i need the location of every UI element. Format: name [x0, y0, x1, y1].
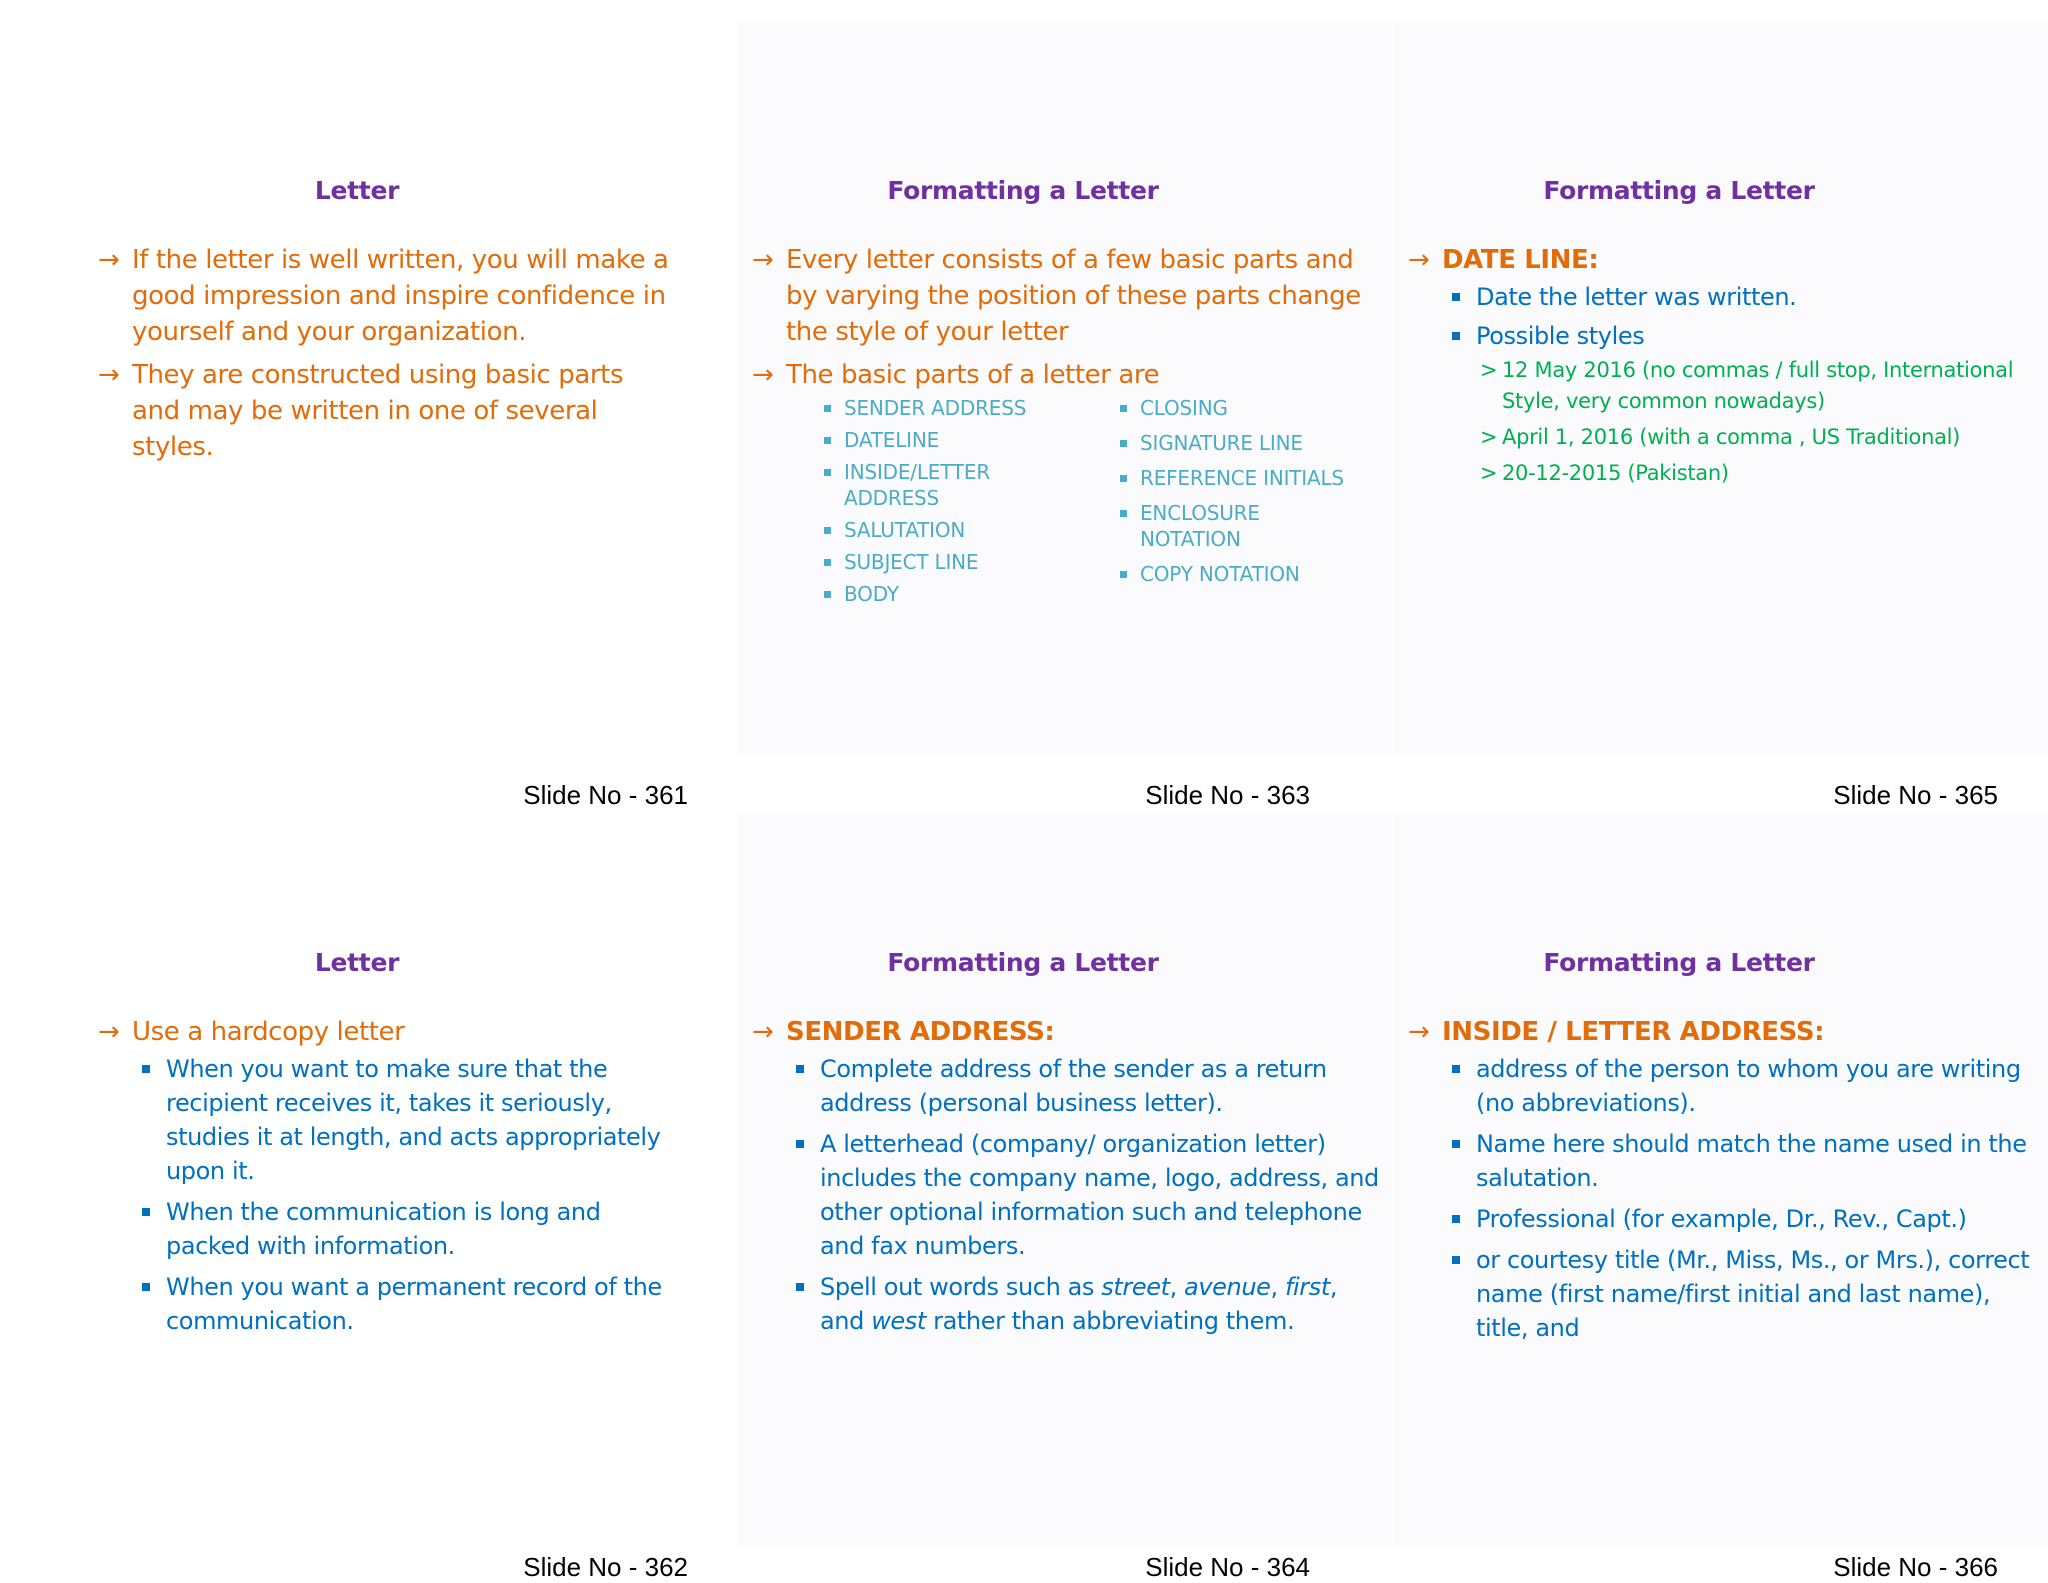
slide-content — [752, 1014, 1382, 1345]
slide-365 — [1394, 20, 2048, 810]
square-bullet-icon — [824, 437, 831, 444]
arrow-item — [1408, 1014, 2048, 1050]
square-bullet-icon — [142, 1208, 150, 1216]
section-heading: DATE LINE: — [1442, 245, 1599, 275]
part-item: SENDER ADDRESS — [752, 395, 1042, 421]
bullet-item: address of the person to whom you are writing (no abbreviations). — [1408, 1052, 2048, 1120]
bullet-item: or courtesy title (Mr., Miss, Ms., or Mrs.), correct name (first name/first initial and last name), title, and — [1408, 1243, 2048, 1345]
slide-content — [98, 242, 678, 472]
bullet-item: A letterhead (company/ organization letter) includes the company name, logo, address, and other optional information such and telephone and fax numbers. — [752, 1127, 1382, 1263]
slide-title: Formatting a Letter — [887, 948, 1159, 977]
square-bullet-icon — [1452, 293, 1460, 301]
part-item: INSIDE/LETTER ADDRESS — [752, 459, 1024, 511]
arrow-item — [98, 357, 678, 465]
slide-366 — [1394, 812, 2048, 1582]
section-heading: SENDER ADDRESS: — [786, 1017, 1055, 1047]
gt-bullet-icon: > — [1480, 425, 1498, 449]
part-item: COPY NOTATION — [1118, 561, 1348, 587]
item-text: They are constructed using basic parts and may be written in one of several styles. — [132, 360, 624, 462]
bullet-item: Complete address of the sender as a return address (personal business letter). — [752, 1052, 1382, 1120]
section-heading: INSIDE / LETTER ADDRESS: — [1442, 1017, 1825, 1047]
slide-number: Slide No - 364 — [1145, 1552, 1310, 1582]
arrow-icon: → — [752, 360, 774, 390]
arrow-item — [1408, 242, 2048, 278]
part-item: DATELINE — [752, 427, 1042, 453]
arrow-item — [98, 1014, 678, 1050]
slide-content — [752, 242, 1384, 655]
bullet-item: When you want a permanent record of the communication. — [98, 1270, 678, 1338]
slide-362 — [30, 812, 688, 1582]
part-item: BODY — [752, 581, 1042, 607]
arrow-icon: → — [752, 245, 774, 275]
slide-content — [98, 1014, 678, 1345]
slide-content — [1408, 1014, 2048, 1352]
slide-number: Slide No - 365 — [1833, 780, 1998, 810]
arrow-icon: → — [98, 1017, 120, 1047]
arrow-icon: → — [98, 245, 120, 275]
gt-bullet-icon: > — [1480, 461, 1498, 485]
slide-title: Letter — [314, 176, 400, 205]
square-bullet-icon — [1452, 1256, 1460, 1264]
part-item: SALUTATION — [752, 517, 1042, 543]
style-item: > April 1, 2016 (with a comma , US Traditional) — [1408, 422, 2048, 453]
arrow-item — [98, 242, 678, 350]
part-item: SUBJECT LINE — [752, 549, 1042, 575]
arrow-icon: → — [1408, 245, 1430, 275]
slide-364 — [738, 812, 1392, 1582]
arrow-item — [752, 1014, 1382, 1050]
slide-361 — [30, 20, 688, 810]
square-bullet-icon — [824, 591, 831, 598]
section-heading: Use a hardcopy letter — [132, 1017, 405, 1047]
slide-title: Formatting a Letter — [887, 176, 1159, 205]
part-item: REFERENCE INITIALS — [1118, 465, 1348, 491]
arrow-icon: → — [1408, 1017, 1430, 1047]
slide-number: Slide No - 366 — [1833, 1552, 1998, 1582]
slide-363 — [738, 20, 1392, 810]
bullet-item: Date the letter was written. — [1408, 280, 2048, 314]
item-text: Every letter consists of a few basic parts and by varying the position of these parts change the style of your letter — [786, 245, 1361, 347]
square-bullet-icon — [1120, 475, 1127, 482]
slide-number: Slide No - 362 — [523, 1552, 688, 1582]
arrow-item — [752, 357, 1384, 393]
slide-title: Formatting a Letter — [1543, 948, 1815, 977]
arrow-icon: → — [98, 360, 120, 390]
parts-column-right — [1118, 395, 1348, 596]
square-bullet-icon — [1120, 510, 1127, 517]
slide-title: Letter — [314, 948, 400, 977]
bullet-item: When the communication is long and packed with information. — [98, 1195, 678, 1263]
slide-number: Slide No - 361 — [523, 780, 688, 810]
square-bullet-icon — [796, 1140, 804, 1148]
slide-number: Slide No - 363 — [1145, 780, 1310, 810]
square-bullet-icon — [824, 559, 831, 566]
bullet-item: Name here should match the name used in the salutation. — [1408, 1127, 2048, 1195]
parts-column-left — [752, 395, 1042, 613]
bullet-item: Possible styles — [1408, 319, 2048, 353]
letter-parts — [752, 395, 1384, 655]
arrow-icon: → — [752, 1017, 774, 1047]
style-item: > 20-12-2015 (Pakistan) — [1408, 458, 2048, 489]
slide-title: Formatting a Letter — [1543, 176, 1815, 205]
square-bullet-icon — [1452, 1140, 1460, 1148]
bullet-item: Spell out words such as street, avenue, first, and west rather than abbreviating them. — [752, 1270, 1382, 1338]
slide-content — [1408, 242, 2048, 494]
square-bullet-icon — [1452, 332, 1460, 340]
arrow-item — [752, 242, 1384, 350]
bullet-item: Professional (for example, Dr., Rev., Capt.) — [1408, 1202, 2048, 1236]
part-item: ENCLOSURE NOTATION — [1118, 500, 1290, 552]
square-bullet-icon — [1120, 571, 1127, 578]
square-bullet-icon — [824, 469, 831, 476]
square-bullet-icon — [796, 1065, 804, 1073]
square-bullet-icon — [796, 1283, 804, 1291]
square-bullet-icon — [824, 527, 831, 534]
part-item: CLOSING — [1118, 395, 1348, 421]
bullet-item: When you want to make sure that the recipient receives it, takes it seriously, studies it at length, and acts appropriately upon it. — [98, 1052, 678, 1188]
square-bullet-icon — [1120, 440, 1127, 447]
square-bullet-icon — [1452, 1065, 1460, 1073]
square-bullet-icon — [1452, 1215, 1460, 1223]
item-text: The basic parts of a letter are — [786, 360, 1160, 390]
item-text: If the letter is well written, you will make a good impression and inspire confidence in yourself and your organization. — [132, 245, 669, 347]
gt-bullet-icon: > — [1480, 358, 1498, 382]
part-item: SIGNATURE LINE — [1118, 430, 1348, 456]
square-bullet-icon — [1120, 405, 1127, 412]
square-bullet-icon — [142, 1283, 150, 1291]
style-item: > 12 May 2016 (no commas / full stop, International Style, very common nowadays) — [1408, 355, 2048, 417]
square-bullet-icon — [142, 1065, 150, 1073]
square-bullet-icon — [824, 405, 831, 412]
